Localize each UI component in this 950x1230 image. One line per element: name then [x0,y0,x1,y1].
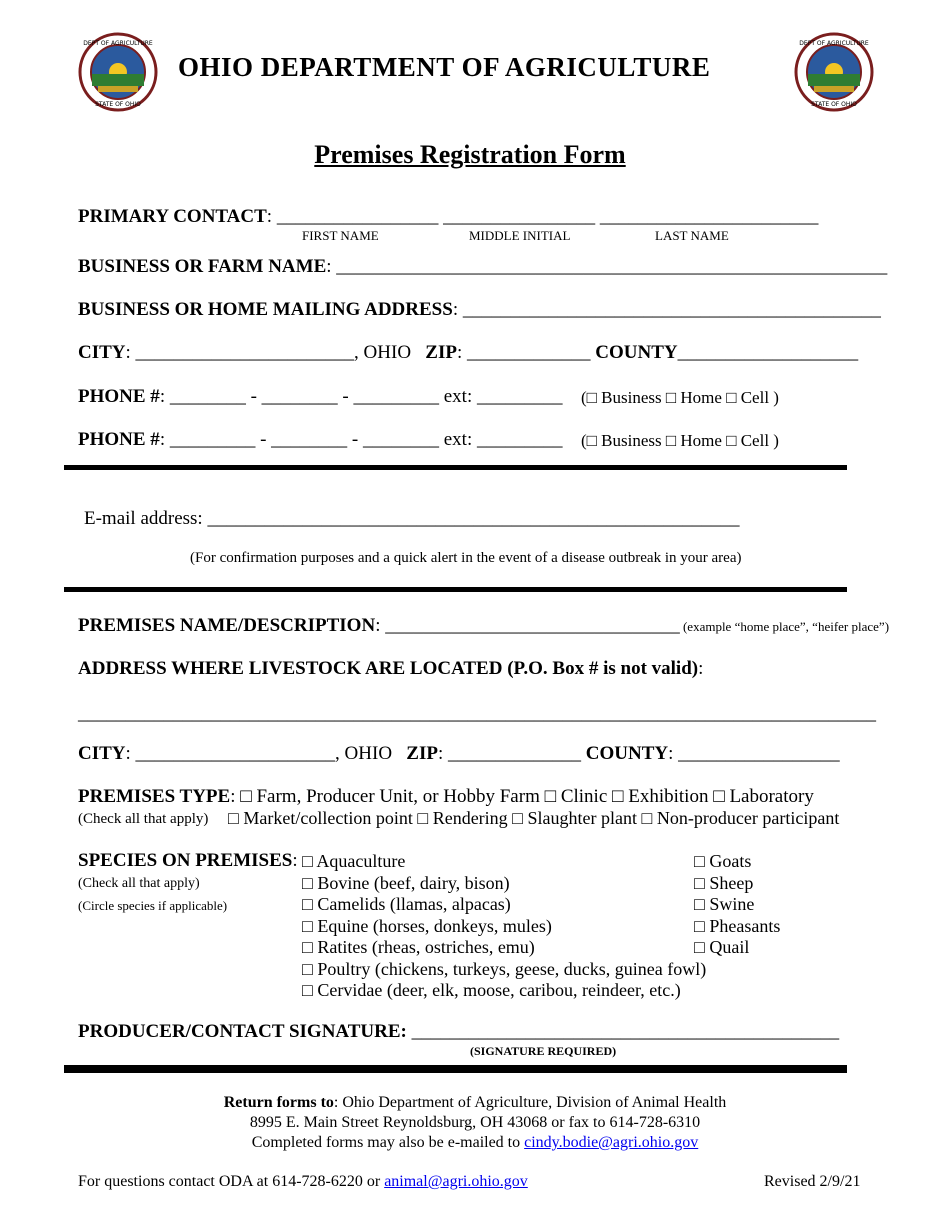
return-forms-line [0,1094,950,1112]
email-submission-text: Completed forms may also be e-mailed to [251,1134,525,1151]
revised-date: Revised 2/9/21 [764,1173,861,1190]
svg-text:STATE OF OHIO: STATE OF OHIO [95,101,141,108]
premises-city-row [78,743,840,765]
phone-field-2[interactable]: : _________ - ________ - ________ ext: _________ [159,429,563,450]
county-field[interactable]: ___________________ [677,342,859,363]
return-forms-label: Return forms to [223,1094,334,1111]
email-field[interactable]: ________________________________________________________ [207,508,740,529]
last-name-caption: LAST NAME [655,228,729,243]
premises-city-field[interactable]: : _____________________, OHIO [125,743,393,764]
species-option-camelids[interactable]: □ Camelids (llamas, alpacas) [302,894,511,914]
return-forms-text: : Ohio Department of Agriculture, Division of Animal Health [333,1094,727,1111]
premises-type-options-2[interactable]: □ Market/collection point □ Rendering □ Slaughter plant □ Non-producer participant [228,808,840,828]
species-option-poultry[interactable]: □ Poultry (chickens, turkeys, geese, ducks, guinea fowl) [302,958,707,979]
city-field[interactable]: : _______________________, OHIO [125,342,412,363]
city-row [78,342,858,364]
species-check-note: (Check all that apply) [78,876,200,891]
premises-type-options-1[interactable]: : □ Farm, Producer Unit, or Hobby Farm □ Clinic □ Exhibition □ Laboratory [230,786,814,807]
premises-type-note: (Check all that apply) [78,811,209,827]
premises-name-label: PREMISES NAME/DESCRIPTION [78,615,376,636]
primary-contact-label: PRIMARY CONTACT [78,206,267,227]
species-option-cervidae[interactable]: □ Cervidae (deer, elk, moose, caribou, reindeer, etc.) [302,980,681,1000]
phone-row-2 [78,429,563,451]
county-label: COUNTY [595,342,678,363]
premises-type-label: PREMISES TYPE [78,786,231,807]
form-title: Premises Registration Form [314,140,626,169]
premises-city-label: CITY [78,743,126,764]
phone-field-1[interactable]: : ________ - ________ - _________ ext: _________ [159,386,563,407]
mailing-address-label: BUSINESS OR HOME MAILING ADDRESS [78,299,453,320]
species-option-ratites[interactable]: □ Ratites (rheas, ostriches, emu) [302,937,535,957]
email-note: (For confirmation purposes and a quick alert in the event of a disease outbreak in your area) [190,550,742,566]
svg-text:DEPT OF AGRICULTURE: DEPT OF AGRICULTURE [799,40,869,47]
animal-email-link[interactable]: animal@agri.ohio.gov [384,1173,528,1190]
seal-text: DEPT OF AGRICULTURE [83,40,153,47]
agency-name: OHIO DEPARTMENT OF AGRICULTURE [178,52,711,82]
species-list-right [694,851,780,959]
species-label: SPECIES ON PREMISES [78,850,293,871]
signature-label: PRODUCER/CONTACT SIGNATURE: [78,1021,412,1042]
section-divider [64,587,847,592]
svg-text:STATE OF OHIO: STATE OF OHIO [811,101,857,108]
section-divider [64,1065,847,1073]
premises-county-label: COUNTY [585,743,669,764]
species-list-left [302,851,706,1002]
species-option-pheasants[interactable]: □ Pheasants [694,915,781,936]
mailing-address-field[interactable]: : ____________________________________________ [452,299,881,320]
phone-row-1 [78,386,563,408]
primary-contact-field[interactable]: : _________________ ________________ _______________________ [266,206,819,227]
species-option-sheep[interactable]: □ Sheep [694,872,754,893]
premises-type-row [78,786,814,808]
business-name-row [78,256,887,278]
species-option-equine[interactable]: □ Equine (horses, donkeys, mules) [302,915,552,936]
signature-row [78,1021,839,1043]
species-option-quail[interactable]: □ Quail [694,937,750,957]
return-address: 8995 E. Main Street Reynoldsburg, OH 43068 or fax to 614-728-6310 [249,1114,701,1131]
livestock-address-row: ADDRESS WHERE LIVESTOCK ARE LOCATED (P.O. Box # is not valid): [78,658,704,679]
livestock-address-label: ADDRESS WHERE LIVESTOCK ARE LOCATED (P.O. Box # is not valid) [78,658,699,679]
premises-county-field[interactable]: : _________________ [668,743,840,764]
premises-name-row [78,615,889,637]
species-option-bovine[interactable]: □ Bovine (beef, dairy, bison) [302,872,510,893]
phone-type-options-2[interactable]: (□ Business □ Home □ Cell ) [581,431,779,450]
premises-zip-field[interactable]: : ______________ [437,743,582,764]
ohio-agriculture-seal-right [794,32,874,112]
ohio-agriculture-seal-left [78,32,158,112]
premises-name-field[interactable]: : _______________________________ [375,615,680,636]
email-label: E-mail address: [84,508,208,529]
section-divider [64,465,847,470]
business-name-field[interactable]: : __________________________________________________________ [326,256,888,277]
cindy-email-link[interactable]: cindy.bodie@agri.ohio.gov [524,1134,699,1151]
questions-line [78,1173,528,1191]
species-option-aquaculture[interactable]: □ Aquaculture [302,851,406,871]
phone-label-1: PHONE # [78,386,160,407]
first-name-caption: FIRST NAME [302,228,379,243]
zip-label: ZIP [425,342,457,363]
city-label: CITY [78,342,126,363]
species-header: SPECIES ON PREMISES: [78,850,298,871]
phone-type-options-1[interactable]: (□ Business □ Home □ Cell ) [581,388,779,407]
mailing-address-row [78,299,881,321]
email-submission-line [0,1134,950,1152]
questions-text: For questions contact ODA at 614-728-6220 or [78,1173,385,1190]
business-name-label: BUSINESS OR FARM NAME [78,256,327,277]
premises-name-example: (example “home place”, “heifer place”) [679,619,890,634]
signature-field[interactable]: _____________________________________________ [411,1021,840,1042]
species-option-swine[interactable]: □ Swine [694,894,755,914]
email-row [84,508,739,530]
species-circle-note: (Circle species if applicable) [78,898,228,913]
phone-label-2: PHONE # [78,429,160,450]
primary-contact-row [78,206,818,228]
livestock-address-field[interactable]: ____________________________________________________________________________________ [78,703,876,724]
zip-field[interactable]: : _____________ [456,342,591,363]
signature-required-note: (SIGNATURE REQUIRED) [470,1044,617,1058]
premises-zip-label: ZIP [406,743,438,764]
species-option-goats[interactable]: □ Goats [694,851,752,871]
middle-initial-caption: MIDDLE INITIAL [469,228,571,243]
